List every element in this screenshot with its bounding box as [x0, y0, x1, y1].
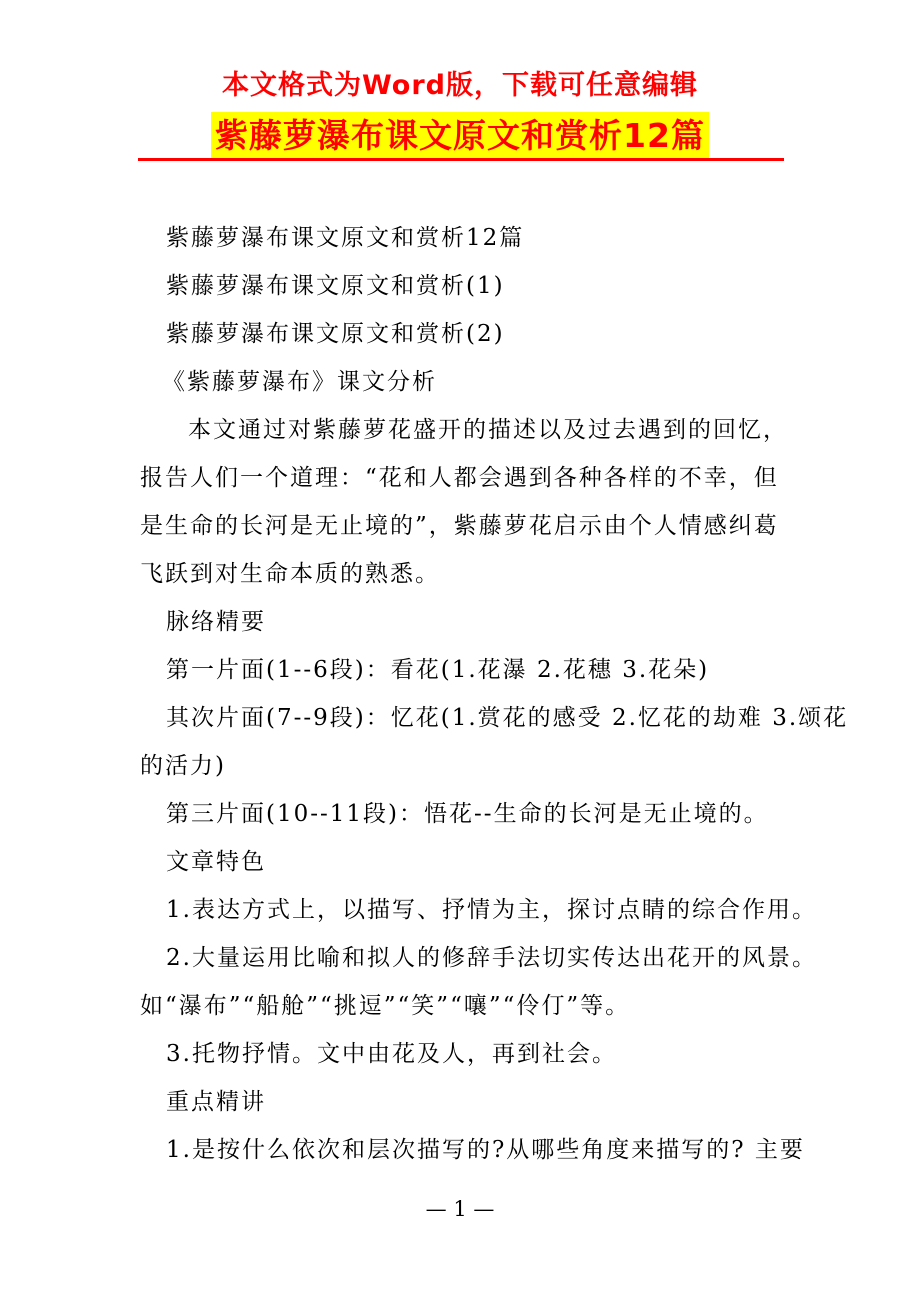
body-line: 其次片面(7--9段)：忆花(1.赏花的感受 2.忆花的劫难 3.颂花: [166, 705, 849, 731]
body-line: 如“瀑布”“船舱”“挑逗”“笑”“嚷”“伶仃”等。: [140, 993, 631, 1019]
body-line: 脉络精要: [166, 609, 266, 635]
page-number: — 1 —: [425, 1197, 495, 1221]
document-title: 紫藤萝瀑布课文原文和赏析12篇: [211, 112, 709, 160]
body-line: 飞跃到对生命本质的熟悉。: [140, 561, 440, 587]
body-line: 报告人们一个道理：“花和人都会遇到各种各样的不幸，但: [140, 465, 779, 491]
body-line: 3.托物抒情。文中由花及人，再到社会。: [166, 1041, 617, 1067]
body-line: 《紫藤萝瀑布》课文分析: [162, 369, 437, 395]
body-line: 文章特色: [166, 849, 266, 875]
body-line: 是生命的长河是无止境的”，紫藤萝花启示由个人情感纠葛: [140, 513, 779, 539]
body-line: 本文通过对紫藤萝花盛开的描述以及过去遇到的回忆，: [188, 417, 788, 443]
title-container: [0, 112, 920, 160]
body-line: 1.表达方式上，以描写、抒情为主，探讨点睛的综合作用。: [166, 897, 817, 923]
body-line: 第三片面(10--11段)：悟花--生命的长河是无止境的。: [166, 801, 769, 827]
title-divider: [138, 158, 784, 161]
format-notice: 本文格式为Word版，下载可任意编辑: [221, 70, 698, 101]
body-line: 紫藤萝瀑布课文原文和赏析(2): [166, 321, 505, 347]
body-line: 紫藤萝瀑布课文原文和赏析(1): [166, 273, 505, 299]
body-line: 1.是按什么依次和层次描写的?从哪些角度来描写的? 主要: [166, 1137, 805, 1163]
body-line: 重点精讲: [166, 1089, 266, 1115]
body-line: 紫藤萝瀑布课文原文和赏析12篇: [166, 225, 525, 251]
body-line: 的活力): [140, 753, 226, 779]
body-line: 2.大量运用比喻和拟人的修辞手法切实传达出花开的风景。: [166, 945, 817, 971]
body-line: 第一片面(1--6段)：看花(1.花瀑 2.花穗 3.花朵): [166, 657, 710, 683]
